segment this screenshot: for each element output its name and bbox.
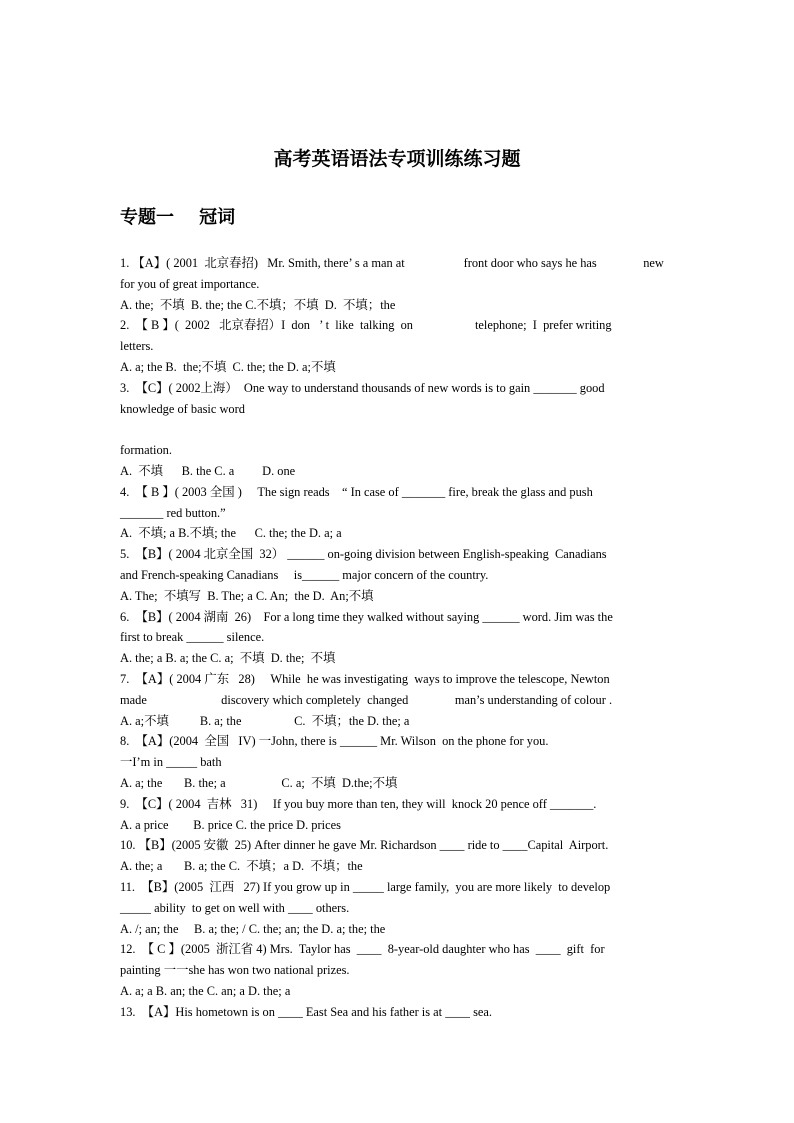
question-4-line-1: 4. 【 B 】( 2003 全国 ) The sign reads “ In case of _______ fire, break the glass and push xyxy=(120,484,593,499)
question-3-options: A. 不填 B. the C. a D. one xyxy=(120,463,296,478)
question-1-line-2: for you of great importance. xyxy=(120,276,260,291)
question-2-options: A. a; the B. the;不填 C. the; the D. a;不填 xyxy=(120,359,336,374)
question-7-options: A. a;不填 B. a; the C. 不填；the D. the; a xyxy=(120,713,410,728)
question-10-options: A. the; a B. a; the C. 不填；a D. 不填；the xyxy=(120,859,363,874)
question-5-line-2: and French-speaking Canadians is______ major concern of the country. xyxy=(120,567,489,582)
question-6-options: A. the; a B. a; the C. a; 不填 D. the; 不填 xyxy=(120,651,336,666)
question-8-line-2: 一I’m in _____ bath xyxy=(120,755,222,770)
question-7-line-2: made discovery which completely changed man’s understanding of colour . xyxy=(120,692,613,707)
question-11-line-2: _____ ability to get on well with ____ others. xyxy=(120,900,350,915)
question-12-line-1: 12. 【 C 】(2005 浙江省 4) Mrs. Taylor has ____ 8-year-old daughter who has ____ gift for xyxy=(120,942,605,957)
document-title: 高考英语语法专项训练练习题 xyxy=(273,148,521,170)
question-4-line-2: _______ red button.” xyxy=(120,505,226,520)
question-6-line-2: first to break ______ silence. xyxy=(120,630,265,645)
question-3-line-1: 3. 【C】( 2002上海） One way to understand thousands of new words is to gain _______ good xyxy=(120,380,605,395)
question-2-line-1: 2. 【 B 】( 2002 北京春招）I don ’ t like talking on telephone; I prefer writing xyxy=(120,318,612,333)
question-5-line-1: 5. 【B】( 2004 北京全国 32） ______ on-going division between English-speaking Canadians xyxy=(120,547,607,562)
section-heading: 专题一 冠词 xyxy=(120,207,236,228)
question-8-options: A. a; the B. the; a C. a; 不填 D.the;不填 xyxy=(120,775,398,790)
question-11-line-1: 11. 【B】(2005 江西 27) If you grow up in _____ large family, you are more likely to develop xyxy=(120,879,611,894)
blank-line xyxy=(120,419,680,440)
question-3-line-3: formation. xyxy=(120,443,172,458)
exercise-list xyxy=(120,253,680,1022)
question-4-options: A. 不填; a B.不填; the C. the; the D. a; a xyxy=(120,526,342,541)
question-3-line-2: knowledge of basic word xyxy=(120,401,245,416)
question-12-options: A. a; a B. an; the C. an; a D. the; a xyxy=(120,983,291,998)
question-5-options: A. The; 不填写 B. The; a C. An; the D. An;不填 xyxy=(120,588,374,603)
question-10-line-1: 10. 【B】(2005 安徽 25) After dinner he gave Mr. Richardson ____ ride to ____Capital Airport. xyxy=(120,838,609,853)
question-9-line-1: 9. 【C】( 2004 吉林 31) If you buy more than ten, they will knock 20 pence off _______. xyxy=(120,796,597,811)
question-13-line-1: 13. 【A】His hometown is on ____ East Sea and his father is at ____ sea. xyxy=(120,1004,493,1019)
question-7-line-1: 7. 【A】( 2004 广东 28) While he was investigating ways to improve the telescope, Newton xyxy=(120,671,610,686)
question-8-line-1: 8. 【A】(2004 全国 IV) 一John, there is ______ Mr. Wilson on the phone for you. xyxy=(120,734,549,749)
question-1-options: A. the; 不填 B. the; the C.不填；不填 D. 不填；the xyxy=(120,297,396,312)
question-11-options: A. /; an; the B. a; the; / C. the; an; the D. a; the; the xyxy=(120,921,386,936)
question-12-line-2: painting 一一she has won two national prizes. xyxy=(120,963,350,978)
question-6-line-1: 6. 【B】( 2004 湖南 26) For a long time they walked without saying ______ word. Jim was the xyxy=(120,609,613,624)
question-2-line-2: letters. xyxy=(120,339,154,354)
question-9-options: A. a price B. price C. the price D. prices xyxy=(120,817,341,832)
question-1-line-1: 1. 【A】( 2001 北京春招) Mr. Smith, there’ s a man at front door who says he has new xyxy=(120,256,664,270)
